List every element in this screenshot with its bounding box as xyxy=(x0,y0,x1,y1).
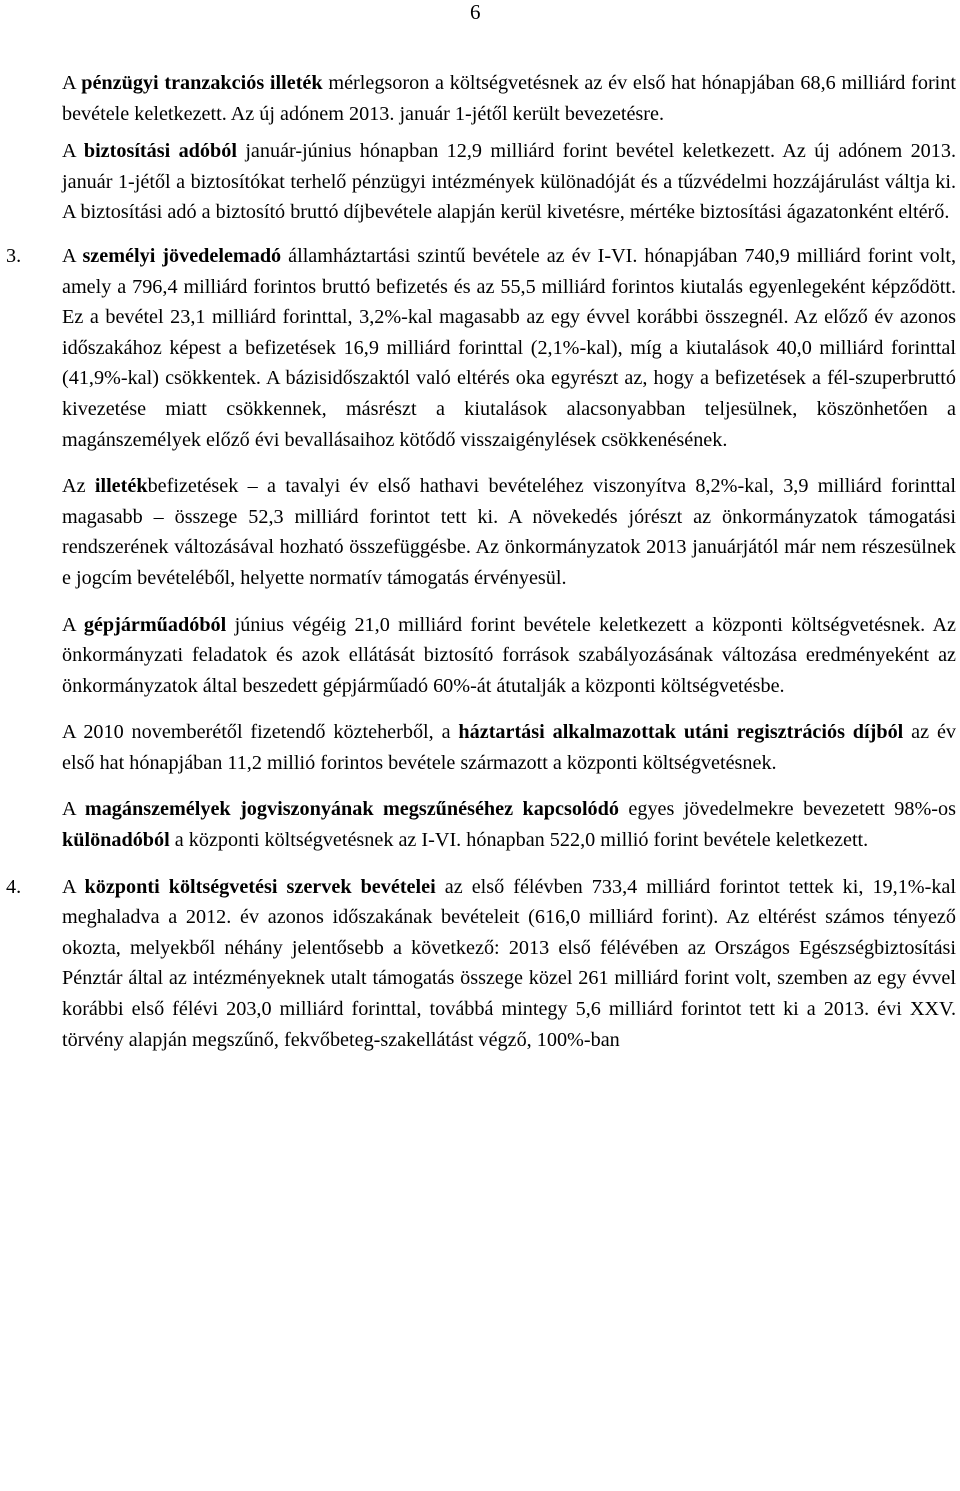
bold-term: háztartási alkalmazottak utáni regisztrációs díjból xyxy=(458,721,904,744)
text-segment: A 2010 novemberétől fizetendő közteherből, a xyxy=(62,721,459,744)
list-number: 3. xyxy=(6,244,22,267)
paragraph-central-budget-revenues xyxy=(6,872,956,1056)
text-segment: az év első hat hónapjában 11,2 millió forintos bevétele származott a központi költségvetésnek. xyxy=(62,721,956,774)
paragraph-duties xyxy=(62,471,956,593)
paragraph-insurance-tax xyxy=(62,136,956,228)
text-segment: az első félévben 733,4 milliárd forintot tettek ki, 19,1%-kal meghaladva a 2012. év azonos időszakának bevételeit (616,0 milliárd forint). Az eltérést számos tényező okozta, melyekből néhány jelentősebb a következő: 2013 első félévében az Országos Egészségbiztosítási Pénztár által az intézményeknek utalt támogatás összege közel 261 milliárd forint volt, szemben az egy évvel korábbi első félévi 203,0 milliárd forinttal, továbbá mintegy 5,6 milliárd forintot tett ki a 2013. évi XXV. törvény alapján megszűnő, fekvőbeteg-szakellátást végző, 100%-ban xyxy=(62,875,956,1051)
text-segment: A xyxy=(62,798,85,821)
text-segment: január-június hónapban 12,9 milliárd forint bevétel keletkezett. Az új adónem 2013. január 1-jétől a biztosítókat terhelő pénzügyi intézmények különadóját és a tűzvédelmi hozzájárulást váltja ki. A biztosítási adó a biztosító bruttó díjbevétele alapján kerül kivetésre, mértéke biztosítási ágazatonként eltérő. xyxy=(62,140,956,224)
bold-term: magánszemélyek jogviszonyának megszűnéséhez kapcsolódó xyxy=(84,798,619,821)
paragraph-vehicle-tax xyxy=(62,610,956,702)
list-number: 4. xyxy=(6,875,22,898)
paragraph-special-tax xyxy=(62,794,956,855)
bold-term: központi költségvetési szervek bevételei xyxy=(84,875,436,898)
bold-term: illeték xyxy=(94,475,148,498)
text-segment: egyes jövedelmekre bevezetett 98%-os xyxy=(618,798,956,821)
text-segment: a központi költségvetésnek az I-VI. hónapban 522,0 millió forint bevétele keletkezett. xyxy=(169,829,869,852)
text-segment: államháztartási szintű bevétele az év I-VI. hónapjában 740,9 milliárd forint volt, amely a 796,4 milliárd forintos bruttó befizetés és az 55,5 milliárd forintos kiutalás egyenlegeként képződött. Ez a bevétel 23,1 milliárd forinttal, 3,2%-kal magasabb az egy évvel korábbi összegnél. Az előző év azonos időszakához képest a befizetések 16,9 milliárd forinttal (2,1%-kal), míg a kiutalások 40,0 milliárd forinttal (41,9%-kal) csökkentek. A bázisidőszaktól való eltérés oka egyrészt az, hogy a befizetések a fél-szuperbruttó kivezetése miatt csökkennek, másrészt a kiutalások alacsonyabban teljesülnek, köszönhetően a magánszemélyek előző évi bevallásaihoz kötődő visszaigénylések csökkenésének. xyxy=(62,244,956,451)
document-body xyxy=(6,68,956,1055)
bold-term: gépjárműadóból xyxy=(83,613,227,636)
paragraph-transaction-levy xyxy=(62,68,956,129)
page-number: 6 xyxy=(470,0,481,24)
text-segment: A xyxy=(62,140,84,163)
bold-term: biztosítási adóból xyxy=(83,140,237,163)
bold-term: személyi jövedelemadó xyxy=(82,244,282,267)
text-segment: befizetések – a tavalyi év első hathavi bevételéhez viszonyítva 8,2%-kal, 3,9 milliárd forinttal magasabb – összege 52,3 milliárd forintot tett ki. A növekedés jórészt az önkormányzatok támogatási rendszerének változásával hozható összefüggésbe. Az önkormányzatok 2013 januárjától már nem részesülnek e jogcím bevételéből, helyette normatív támogatás érvényesül. xyxy=(62,475,956,589)
paragraph-household-employees-fee xyxy=(62,717,956,778)
text-segment: mérlegsoron a költségvetésnek az év első hat hónapjában 68,6 milliárd forint bevétele keletkezett. Az új adónem 2013. január 1-jétől került bevezetésre. xyxy=(62,72,956,125)
paragraph-personal-income-tax xyxy=(6,241,956,455)
text-segment: A xyxy=(62,72,82,94)
bold-term: különadóból xyxy=(62,829,170,852)
text-segment: A xyxy=(62,613,84,636)
bold-term: pénzügyi tranzakciós illeték xyxy=(81,72,323,94)
text-segment: június végéig 21,0 milliárd forint bevétele keletkezett a központi költségvetésnek. Az önkormányzati feladatok és azok ellátását biztosító források szabályozásának változása eredményeként az önkormányzatok által beszedett gépjárműadó 60%-át átutalják a központi költségvetésbe. xyxy=(62,613,956,697)
text-segment: A xyxy=(62,244,83,267)
text-segment: Az xyxy=(62,475,95,498)
text-segment: A xyxy=(62,875,85,898)
